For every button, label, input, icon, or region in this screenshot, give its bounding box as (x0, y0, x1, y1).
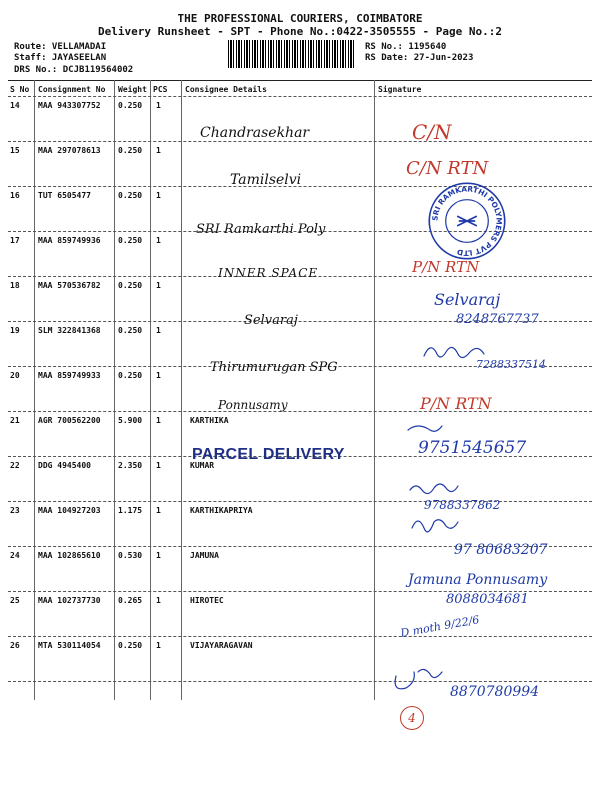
row-sno: 20 (10, 371, 20, 380)
row-consignment-no: MAA 297078613 (38, 146, 101, 155)
row-weight: 0.250 (118, 101, 143, 110)
handwritten-consignee-19: Thirumurugan SPG (210, 360, 338, 375)
row-sno: 14 (10, 101, 20, 110)
signature-18-phone: 8248767737 (456, 312, 539, 327)
col-header-sno: S No (10, 85, 30, 94)
row-consignment-no: MTA 530114054 (38, 641, 101, 650)
signature-24-name: Jamuna Ponnusamy (408, 572, 548, 588)
rs-date: RS Date: 27-Jun-2023 (365, 53, 474, 63)
row-weight: 0.250 (118, 326, 143, 335)
header-title: THE PROFESSIONAL COURIERS, COIMBATORE (177, 12, 423, 25)
row-pcs: 1 (156, 416, 161, 425)
row-consignment-no: MAA 570536782 (38, 281, 101, 290)
row-pcs: 1 (156, 101, 161, 110)
row-consignment-no: MAA 859749933 (38, 371, 101, 380)
handwritten-consignee-15: Tamilselvi (230, 172, 302, 188)
header-subtitle: Delivery Runsheet - SPT - Phone No.:0422-3505555 - Page No.:2 (98, 25, 502, 38)
signature-23-phone: 97 80683207 (454, 542, 548, 558)
route-label: Route: VELLAMADAI (14, 42, 107, 52)
row-weight: 1.175 (118, 506, 143, 515)
row-pcs: 1 (156, 281, 161, 290)
row-consignment-no: MAA 102737730 (38, 596, 101, 605)
col-header-pcs: PCS (153, 85, 168, 94)
company-seal (426, 180, 508, 262)
handwritten-consignee-16: SRI Ramkarthi Poly (196, 222, 326, 237)
row-sno: 18 (10, 281, 20, 290)
row-consignee: KUMAR (190, 461, 215, 470)
col-header-consignment: Consignment No (38, 85, 106, 94)
signature-18-name: Selvaraj (434, 290, 501, 309)
row-sno: 26 (10, 641, 20, 650)
signature-26-scribble (395, 669, 442, 688)
row-consignment-no: DDG 4945400 (38, 461, 91, 470)
row-weight: 0.250 (118, 281, 143, 290)
row-consignment-no: MAA 859749936 (38, 236, 101, 245)
signature-19-scribble (424, 347, 484, 357)
row-pcs: 1 (156, 236, 161, 245)
row-sno: 21 (10, 416, 20, 425)
handwritten-consignee-18: Selvaraj (244, 313, 298, 328)
row-weight: 0.250 (118, 146, 143, 155)
signature-17: P/N RTN (412, 258, 480, 276)
row-pcs: 1 (156, 326, 161, 335)
row-sno: 19 (10, 326, 20, 335)
signature-23-scribble (412, 520, 458, 532)
signature-20: P/N RTN (420, 394, 492, 413)
col-header-signature: Signature (378, 85, 422, 94)
row-consignee: VIJAYARAGAVAN (190, 641, 253, 650)
row-sno: 24 (10, 551, 20, 560)
row-consignment-no: MAA 104927203 (38, 506, 101, 515)
row-consignee: KARTHIKA (190, 416, 229, 425)
handwritten-consignee-14: Chandrasekhar (200, 125, 310, 141)
row-sno: 15 (10, 146, 20, 155)
seal-text: SRI RAMKARTHI POLYMERS PVT LTD (430, 184, 504, 258)
signature-26-phone: 8870780994 (450, 684, 540, 700)
row-weight: 0.250 (118, 236, 143, 245)
row-sno: 16 (10, 191, 20, 200)
signature-21-phone: 9751545657 (418, 438, 527, 458)
rs-number: RS No.: 1195640 (365, 42, 447, 52)
row-consignment-no: SLM 322841368 (38, 326, 101, 335)
row-consignment-no: AGR 700562200 (38, 416, 101, 425)
handwritten-consignee-20: Ponnusamy (218, 398, 288, 412)
row-pcs: 1 (156, 371, 161, 380)
col-header-weight: Weight (118, 85, 147, 94)
seal-center-mark (457, 216, 477, 226)
signature-25-note: D moth 9/22/6 (399, 613, 481, 640)
signature-22-scribble (410, 484, 458, 494)
signature-14: C/N (412, 120, 452, 144)
drs-number: DRS No.: DCJB119564002 (14, 65, 134, 75)
row-pcs: 1 (156, 461, 161, 470)
signature-21-scribble (408, 426, 442, 431)
row-weight: 0.250 (118, 641, 143, 650)
parcel-delivery-stamp: PARCEL DELIVERY (192, 446, 345, 463)
row-consignee: JAMUNA (190, 551, 219, 560)
row-pcs: 1 (156, 641, 161, 650)
handwritten-consignee-17: INNER SPACE (218, 266, 319, 280)
page-number-mark: 4 (400, 706, 424, 730)
col-header-consignee: Consignee Details (185, 85, 267, 94)
row-weight: 0.250 (118, 191, 143, 200)
row-consignment-no: MAA 943307752 (38, 101, 101, 110)
row-weight: 0.530 (118, 551, 143, 560)
row-consignment-no: MAA 102865610 (38, 551, 101, 560)
signature-24-phone: 8088034681 (446, 592, 529, 607)
staff-label: Staff: JAYASEELAN (14, 53, 107, 63)
row-sno: 25 (10, 596, 20, 605)
row-pcs: 1 (156, 506, 161, 515)
row-consignment-no: TUT 6505477 (38, 191, 91, 200)
row-sno: 23 (10, 506, 20, 515)
row-sno: 17 (10, 236, 20, 245)
row-weight: 2.350 (118, 461, 143, 470)
row-consignee: HIROTEC (190, 596, 224, 605)
row-pcs: 1 (156, 191, 161, 200)
signature-15: C/N RTN (406, 158, 489, 179)
row-pcs: 1 (156, 551, 161, 560)
row-weight: 0.250 (118, 371, 143, 380)
row-pcs: 1 (156, 146, 161, 155)
signature-19-phone: 7288337514 (476, 358, 546, 371)
signature-22-phone: 9788337862 (424, 498, 501, 512)
row-pcs: 1 (156, 596, 161, 605)
row-weight: 5.900 (118, 416, 143, 425)
row-sno: 22 (10, 461, 20, 470)
row-consignee: KARTHIKAPRIYA (190, 506, 253, 515)
row-weight: 0.265 (118, 596, 143, 605)
